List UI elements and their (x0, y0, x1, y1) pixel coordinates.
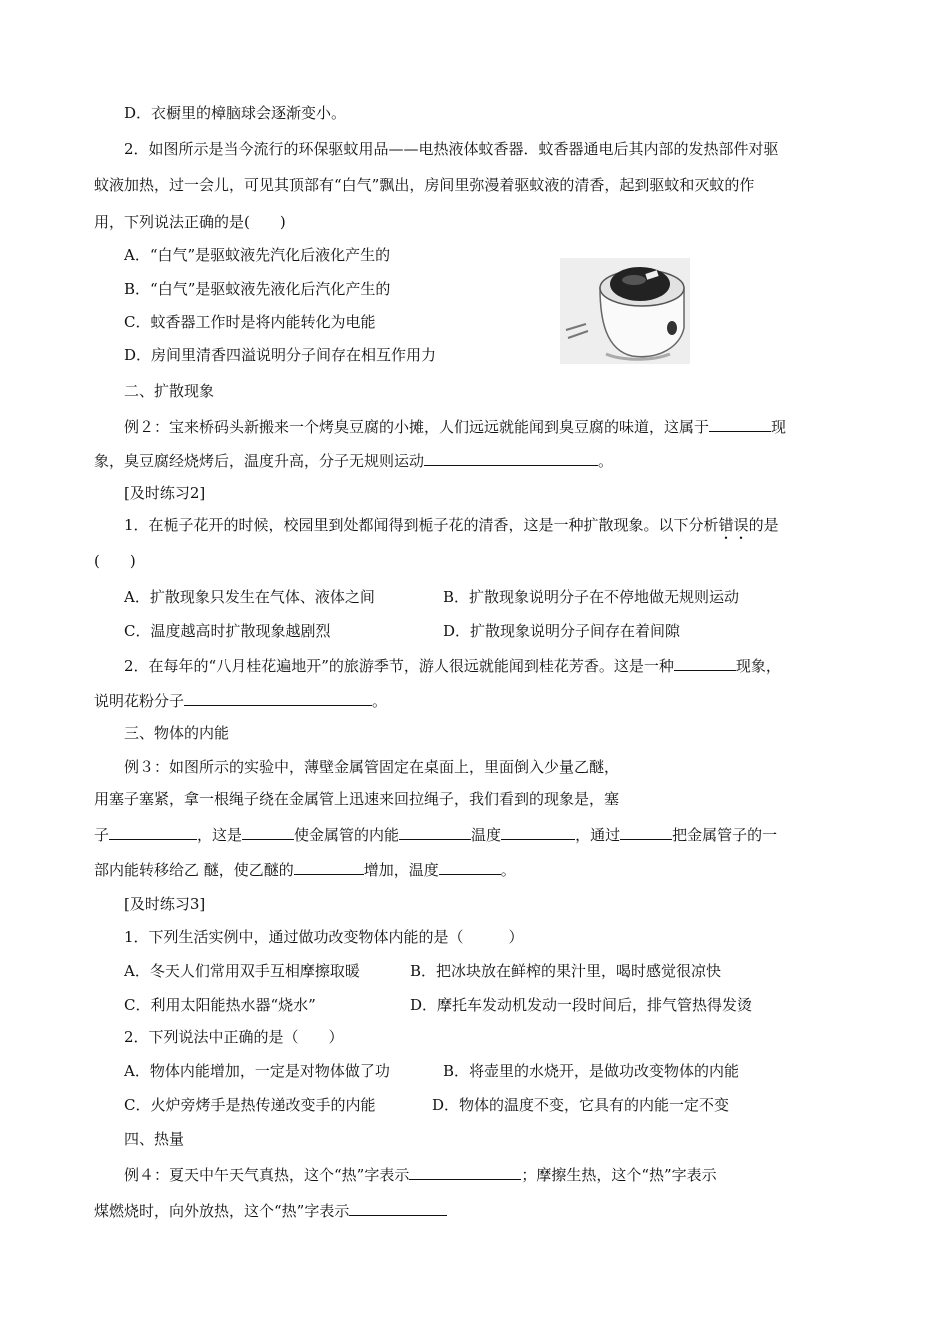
practice-3-q1-option-d: D．摩托车发动机发动一段时间后，排气管热得发烫 (410, 996, 753, 1014)
example-2-line2: 象，臭豆腐经烧烤后，温度升高，分子无规则运动 。 (94, 449, 613, 471)
practice-3-q1-option-b: B．把冰块放在鲜榨的果汁里，喝时感觉很凉快 (410, 962, 722, 980)
fill-blank[interactable] (399, 823, 471, 840)
practice-2-q2-line2: 说明花粉分子 。 (94, 689, 387, 711)
fill-blank[interactable] (184, 689, 372, 706)
practice-3-q1-option-c: C．利用太阳能热水器“烧水” (124, 996, 316, 1014)
example-3-line3: 子 ，这是 使金属管的内能 温度 ，通过 把金属管子的一 (94, 823, 777, 845)
fill-blank[interactable] (674, 654, 736, 671)
example-3-line4: 部内能转移给乙 醚，使乙醚的 增加，温度 。 (94, 858, 516, 880)
fill-blank[interactable] (294, 858, 364, 875)
practice-3-q2-option-a: A．物体内能增加，一定是对物体做了功 (124, 1062, 390, 1080)
q2-option-d: D．房间里清香四溢说明分子间存在相互作用力 (124, 346, 437, 364)
practice-3-q2-stem: 2．下列说法中正确的是（ ） (124, 1028, 344, 1046)
example-2-line1: 例２：宝来桥码头新搬来一个烤臭豆腐的小摊，人们远远就能闻到臭豆腐的味道，这属于 现 (124, 415, 786, 437)
practice-2-q1-option-c: C．温度越高时扩散现象越剧烈 (124, 622, 331, 640)
practice-2-q2-line1: 2．在每年的“八月桂花遍地开”的旅游季节，游人很远就能闻到桂花芳香。这是一种 现象， (124, 654, 781, 676)
fill-blank[interactable] (242, 823, 294, 840)
practice-3-heading: [及时练习3] (124, 895, 206, 913)
practice-2-q1-paren: ( ) (94, 552, 136, 570)
fill-blank[interactable] (501, 823, 575, 840)
practice-3-q1-stem: 1．下列生活实例中，通过做功改变物体内能的是（ ） (124, 928, 524, 946)
practice-3-q1-option-a: A．冬天人们常用双手互相摩擦取暖 (124, 962, 360, 980)
practice-3-q2-option-d: D．物体的温度不变，它具有的内能一定不变 (432, 1096, 730, 1114)
example-4-line1: 例４：夏天中午天气真热，这个“热”字表示 ；摩擦生热，这个“热”字表示 (124, 1163, 717, 1185)
q1-option-d: D．衣橱里的樟脑球会逐渐变小。 (124, 104, 347, 122)
fill-blank[interactable] (709, 415, 771, 432)
practice-3-q2-option-c: C．火炉旁烤手是热传递改变手的内能 (124, 1096, 376, 1114)
practice-2-q1-option-a: A．扩散现象只发生在气体、液体之间 (124, 588, 375, 606)
fill-blank[interactable] (620, 823, 672, 840)
q2-option-a: A．“白气”是驱蚊液先汽化后液化产生的 (124, 246, 391, 264)
fill-blank[interactable] (424, 449, 598, 466)
fill-blank[interactable] (349, 1199, 447, 1216)
practice-2-heading: [及时练习2] (124, 484, 206, 502)
q2-stem-line1: 2．如图所示是当今流行的环保驱蚊用品——电热液体蚊香器．蚊香器通电后其内部的发热部件对驱 (124, 140, 779, 158)
section-4-title: 四、热量 (124, 1130, 185, 1148)
q2-stem-line2: 蚊液加热，过一会儿，可见其顶部有“白气”飘出，房间里弥漫着驱蚊液的清香，起到驱蚊和灭蚊的作 (94, 176, 755, 194)
example-3-line2: 用塞子塞紧，拿一根绳子绕在金属管上迅速来回拉绳子，我们看到的现象是，塞 (94, 790, 620, 808)
practice-3-q2-option-b: B．将壶里的水烧开，是做功改变物体的内能 (443, 1062, 740, 1080)
section-2-title: 二、扩散现象 (124, 382, 215, 400)
example-4-line2: 煤燃烧时，向外放热，这个“热”字表示 (94, 1199, 447, 1221)
example-3-line1: 例３：如图所示的实验中，薄壁金属管固定在桌面上，里面倒入少量乙醚， (124, 758, 620, 776)
mosquito-repellent-heater-image (560, 258, 690, 364)
practice-2-q1-option-d: D．扩散现象说明分子间存在着间隙 (443, 622, 681, 640)
q2-option-c: C．蚊香器工作时是将内能转化为电能 (124, 313, 376, 331)
q2-stem-line3: 用，下列说法正确的是( ) (94, 213, 286, 231)
section-3-title: 三、物体的内能 (124, 724, 230, 742)
fill-blank[interactable] (439, 858, 501, 875)
practice-2-q1-stem: 1．在栀子花开的时候，校园里到处都闻得到栀子花的清香，这是一种扩散现象。以下分析错误的是 (124, 516, 779, 534)
practice-2-q1-option-b: B．扩散现象说明分子在不停地做无规则运动 (443, 588, 740, 606)
q2-option-b: B．“白气”是驱蚊液先液化后汽化产生的 (124, 280, 391, 298)
fill-blank[interactable] (109, 823, 197, 840)
fill-blank[interactable] (409, 1163, 521, 1180)
